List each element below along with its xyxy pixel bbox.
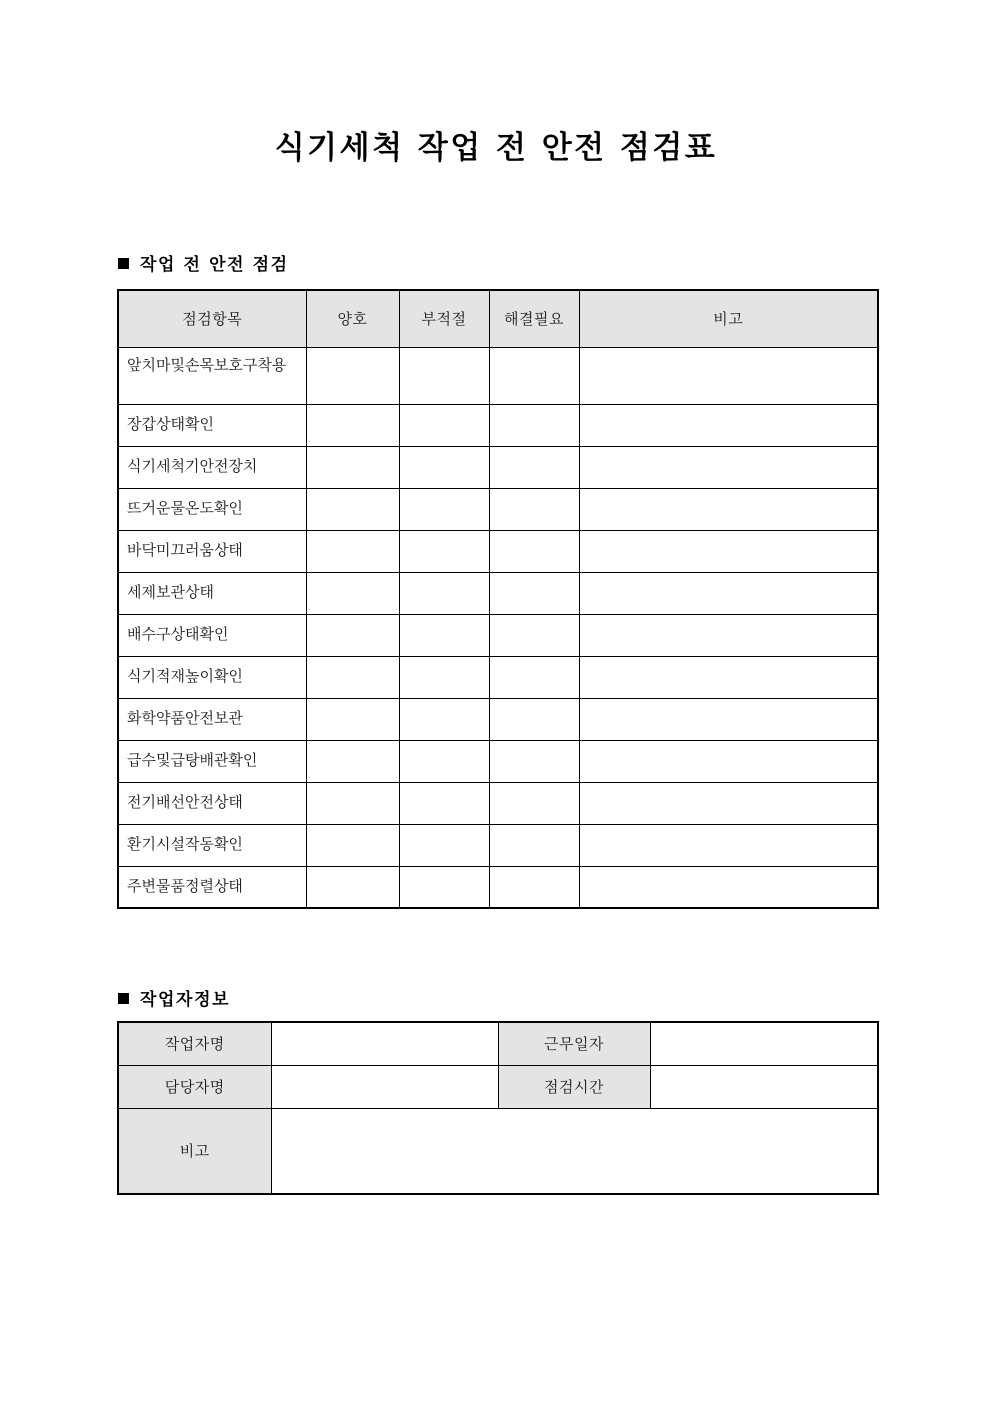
table-row: [118, 614, 878, 656]
checkbox-cell-bad[interactable]: [399, 824, 489, 866]
note-cell[interactable]: [579, 866, 878, 908]
table-row: [118, 698, 878, 740]
manager-name-field[interactable]: [271, 1065, 498, 1108]
section-heading-checklist: [118, 250, 289, 275]
checkbox-cell-bad[interactable]: [399, 347, 489, 404]
note-cell[interactable]: [579, 698, 878, 740]
checkbox-cell-good[interactable]: [306, 530, 399, 572]
checklist-item-label: 바닥미끄러움상태: [118, 530, 306, 572]
filled-square-bullet-icon: [118, 993, 129, 1004]
checklist-item-label: 주변물품정렬상태: [118, 866, 306, 908]
remarks-field[interactable]: [271, 1108, 878, 1194]
checklist-item-label: 전기배선안전상태: [118, 782, 306, 824]
checkbox-cell-good[interactable]: [306, 572, 399, 614]
worker-name-label: 작업자명: [118, 1022, 271, 1065]
table-row: [118, 446, 878, 488]
note-cell[interactable]: [579, 572, 878, 614]
checkbox-cell-fix[interactable]: [489, 488, 579, 530]
checkbox-cell-bad[interactable]: [399, 488, 489, 530]
checkbox-cell-good[interactable]: [306, 740, 399, 782]
checkbox-cell-fix[interactable]: [489, 530, 579, 572]
checklist-item-label: 식기세척기안전장치: [118, 446, 306, 488]
table-row: [118, 866, 878, 908]
work-date-label: 근무일자: [498, 1022, 650, 1065]
table-row: [118, 1022, 878, 1065]
checkbox-cell-good[interactable]: [306, 698, 399, 740]
checklist-item-label: 환기시설작동확인: [118, 824, 306, 866]
table-row: [118, 530, 878, 572]
table-row: [118, 1108, 878, 1194]
checkbox-cell-bad[interactable]: [399, 614, 489, 656]
checkbox-cell-bad[interactable]: [399, 572, 489, 614]
column-header-bad: 부적절: [399, 290, 489, 347]
table-row: [118, 1065, 878, 1108]
table-row: [118, 782, 878, 824]
checklist-item-label: 뜨거운물온도확인: [118, 488, 306, 530]
checklist-item-label: 세제보관상태: [118, 572, 306, 614]
checkbox-cell-fix[interactable]: [489, 656, 579, 698]
checkbox-cell-fix[interactable]: [489, 614, 579, 656]
section-heading-checklist-label: 작업 전 안전 점검: [140, 255, 289, 275]
checkbox-cell-bad[interactable]: [399, 740, 489, 782]
page-title: 식기세척 작업 전 안전 점검표: [274, 130, 718, 166]
checklist-item-label: 화학약품안전보관: [118, 698, 306, 740]
section-heading-worker-info: [118, 985, 230, 1010]
checklist-item-label: 앞치마및손목보호구착용: [118, 347, 306, 404]
checkbox-cell-good[interactable]: [306, 866, 399, 908]
checkbox-cell-fix[interactable]: [489, 446, 579, 488]
checkbox-cell-good[interactable]: [306, 488, 399, 530]
section-heading-worker-info-label: 작업자정보: [140, 990, 231, 1010]
manager-name-label: 담당자명: [118, 1065, 271, 1108]
checkbox-cell-fix[interactable]: [489, 824, 579, 866]
note-cell[interactable]: [579, 404, 878, 446]
table-row: [118, 488, 878, 530]
filled-square-bullet-icon: [118, 258, 129, 269]
table-header-row: [118, 290, 878, 347]
table-row: [118, 824, 878, 866]
work-date-field[interactable]: [650, 1022, 878, 1065]
checkbox-cell-fix[interactable]: [489, 347, 579, 404]
checkbox-cell-fix[interactable]: [489, 782, 579, 824]
column-header-fix: 해결필요: [489, 290, 579, 347]
worker-info-table: [117, 1021, 879, 1195]
safety-checklist-table: [117, 289, 879, 909]
checklist-item-label: 장갑상태확인: [118, 404, 306, 446]
table-row: [118, 404, 878, 446]
worker-name-field[interactable]: [271, 1022, 498, 1065]
note-cell[interactable]: [579, 656, 878, 698]
checkbox-cell-good[interactable]: [306, 824, 399, 866]
note-cell[interactable]: [579, 446, 878, 488]
checklist-item-label: 배수구상태확인: [118, 614, 306, 656]
checkbox-cell-bad[interactable]: [399, 866, 489, 908]
note-cell[interactable]: [579, 347, 878, 404]
table-row: [118, 572, 878, 614]
table-row: [118, 740, 878, 782]
column-header-good: 양호: [306, 290, 399, 347]
note-cell[interactable]: [579, 740, 878, 782]
remarks-label: 비고: [118, 1108, 271, 1194]
checkbox-cell-fix[interactable]: [489, 698, 579, 740]
note-cell[interactable]: [579, 782, 878, 824]
checkbox-cell-fix[interactable]: [489, 740, 579, 782]
note-cell[interactable]: [579, 488, 878, 530]
checkbox-cell-good[interactable]: [306, 614, 399, 656]
checkbox-cell-bad[interactable]: [399, 446, 489, 488]
checkbox-cell-bad[interactable]: [399, 698, 489, 740]
inspection-time-field[interactable]: [650, 1065, 878, 1108]
note-cell[interactable]: [579, 824, 878, 866]
checkbox-cell-good[interactable]: [306, 347, 399, 404]
checkbox-cell-good[interactable]: [306, 782, 399, 824]
checkbox-cell-good[interactable]: [306, 404, 399, 446]
checkbox-cell-bad[interactable]: [399, 404, 489, 446]
checkbox-cell-bad[interactable]: [399, 530, 489, 572]
checkbox-cell-fix[interactable]: [489, 866, 579, 908]
checklist-item-label: 급수및급탕배관확인: [118, 740, 306, 782]
column-header-item: 점검항목: [118, 290, 306, 347]
checkbox-cell-fix[interactable]: [489, 404, 579, 446]
note-cell[interactable]: [579, 530, 878, 572]
checkbox-cell-bad[interactable]: [399, 782, 489, 824]
note-cell[interactable]: [579, 614, 878, 656]
inspection-time-label: 점검시간: [498, 1065, 650, 1108]
checkbox-cell-good[interactable]: [306, 656, 399, 698]
table-row: [118, 656, 878, 698]
checkbox-cell-good[interactable]: [306, 446, 399, 488]
table-row: [118, 347, 878, 404]
checklist-item-label: 식기적재높이확인: [118, 656, 306, 698]
column-header-note: 비고: [579, 290, 878, 347]
checkbox-cell-bad[interactable]: [399, 656, 489, 698]
checkbox-cell-fix[interactable]: [489, 572, 579, 614]
